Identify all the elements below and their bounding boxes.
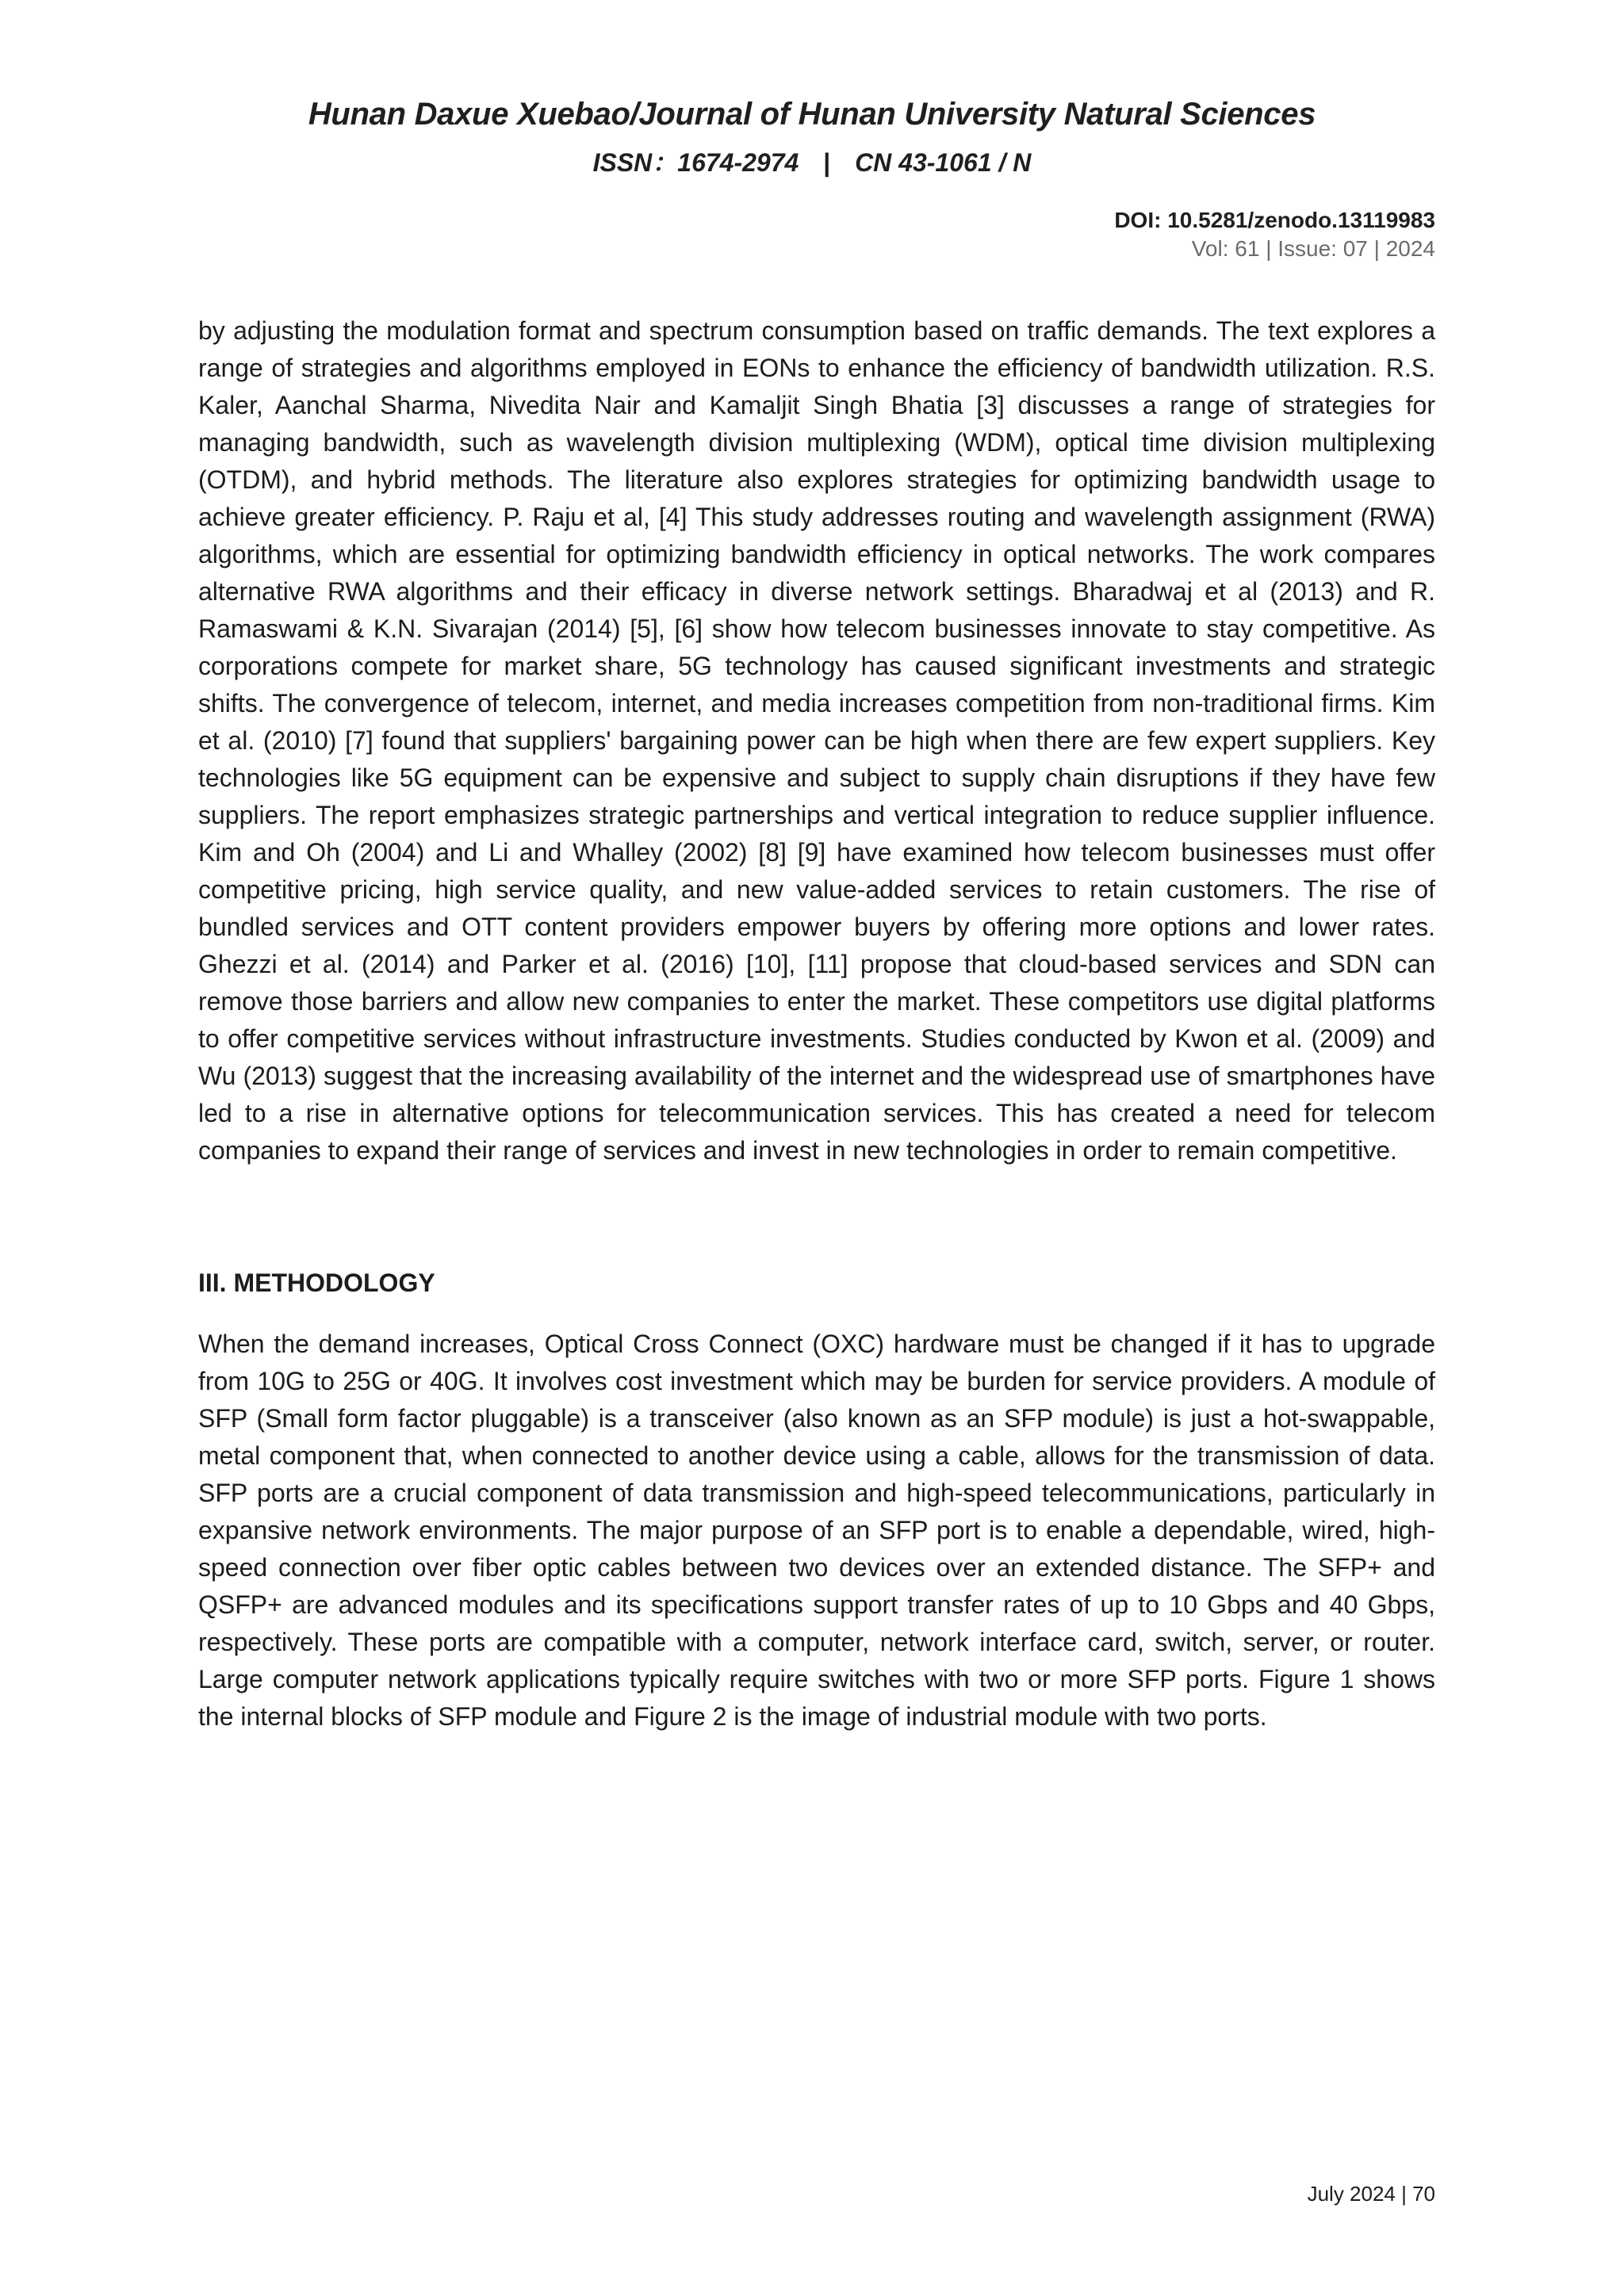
journal-issn-line xyxy=(0,143,1624,179)
issn-number: ISSN：1674-2974 xyxy=(592,148,799,177)
journal-title: Hunan Daxue Xuebao/Journal of Hunan University Natural Sciences xyxy=(308,97,1316,132)
page-footer: July 2024 | 70 xyxy=(1307,2182,1435,2206)
issn-separator: | xyxy=(823,148,831,177)
body-paragraph-1: by adjusting the modulation format and spectrum consumption based on traffic demands. The text explores a range of strategies and algorithms employed in EONs to enhance the efficiency of bandwidth utilization. R.S. Kaler, Aanchal Sharma, Nivedita Nair and Kamaljit Singh Bhatia [3] discusses a range of strategies for managing bandwidth, such as wavelength division multiplexing (WDM), optical time division multiplexing (OTDM), and hybrid methods. The literature also explores strategies for optimizing bandwidth usage to achieve greater efficiency. P. Raju et al, [4] This study addresses routing and wavelength assignment (RWA) algorithms, which are essential for optimizing bandwidth efficiency in optical networks. The work compares alternative RWA algorithms and their efficacy in diverse network settings. Bharadwaj et al (2013) and R. Ramaswami & K.N. Sivarajan (2014) [5], [6] show how telecom businesses innovate to stay competitive. As corporations compete for market share, 5G technology has caused significant investments and strategic shifts. The convergence of telecom, internet, and media increases competition from non-traditional firms. Kim et al. (2010) [7] found that suppliers' bargaining power can be high when there are few expert suppliers. Key technologies like 5G equipment can be expensive and subject to supply chain disruptions if they have few suppliers. The report emphasizes strategic partnerships and vertical integration to reduce supplier influence. Kim and Oh (2004) and Li and Whalley (2002) [8] [9] have examined how telecom businesses must offer competitive pricing, high service quality, and new value-added services to retain customers. The rise of bundled services and OTT content providers empower buyers by offering more options and lower rates. Ghezzi et al. (2014) and Parker et al. (2016) [10], [11] propose that cloud-based services and SDN can remove those barriers and allow new companies to enter the market. These competitors use digital platforms to offer competitive services without infrastructure investments. Studies conducted by Kwon et al. (2009) and Wu (2013) suggest that the increasing availability of the internet and the widespread use of smartphones have led to a rise in alternative options for telecommunication services. This has created a need for telecom companies to expand their range of services and invest in new technologies in order to remain competitive. xyxy=(198,316,1435,1165)
doi-label: DOI: 10.5281/zenodo.13119983 xyxy=(1114,208,1435,232)
cn-number: CN 43-1061 / N xyxy=(855,148,1032,177)
body-paragraph-2: When the demand increases, Optical Cross Connect (OXC) hardware must be changed if it has to upgrade from 10G to 25G or 40G. It involves cost investment which may be burden for service providers. A module of SFP (Small form factor pluggable) is a transceiver (also known as an SFP module) is just a hot-swappable, metal component that, when connected to another device using a cable, allows for the transmission of data. SFP ports are a crucial component of data transmission and high-speed telecommunications, particularly in expansive network environments. The major purpose of an SFP port is to enable a dependable, wired, high-speed connection over fiber optic cables between two devices over an extended distance. The SFP+ and QSFP+ are advanced modules and its specifications support transfer rates of up to 10 Gbps and 40 Gbps, respectively. These ports are compatible with a computer, network interface card, switch, server, or router. Large computer network applications typically require switches with two or more SFP ports. Figure 1 shows the internal blocks of SFP module and Figure 2 is the image of industrial module with two ports. xyxy=(198,1330,1435,1731)
volume-issue-label: Vol: 61 | Issue: 07 | 2024 xyxy=(1191,236,1435,261)
section-heading-methodology: III. METHODOLOGY xyxy=(198,1269,435,1297)
